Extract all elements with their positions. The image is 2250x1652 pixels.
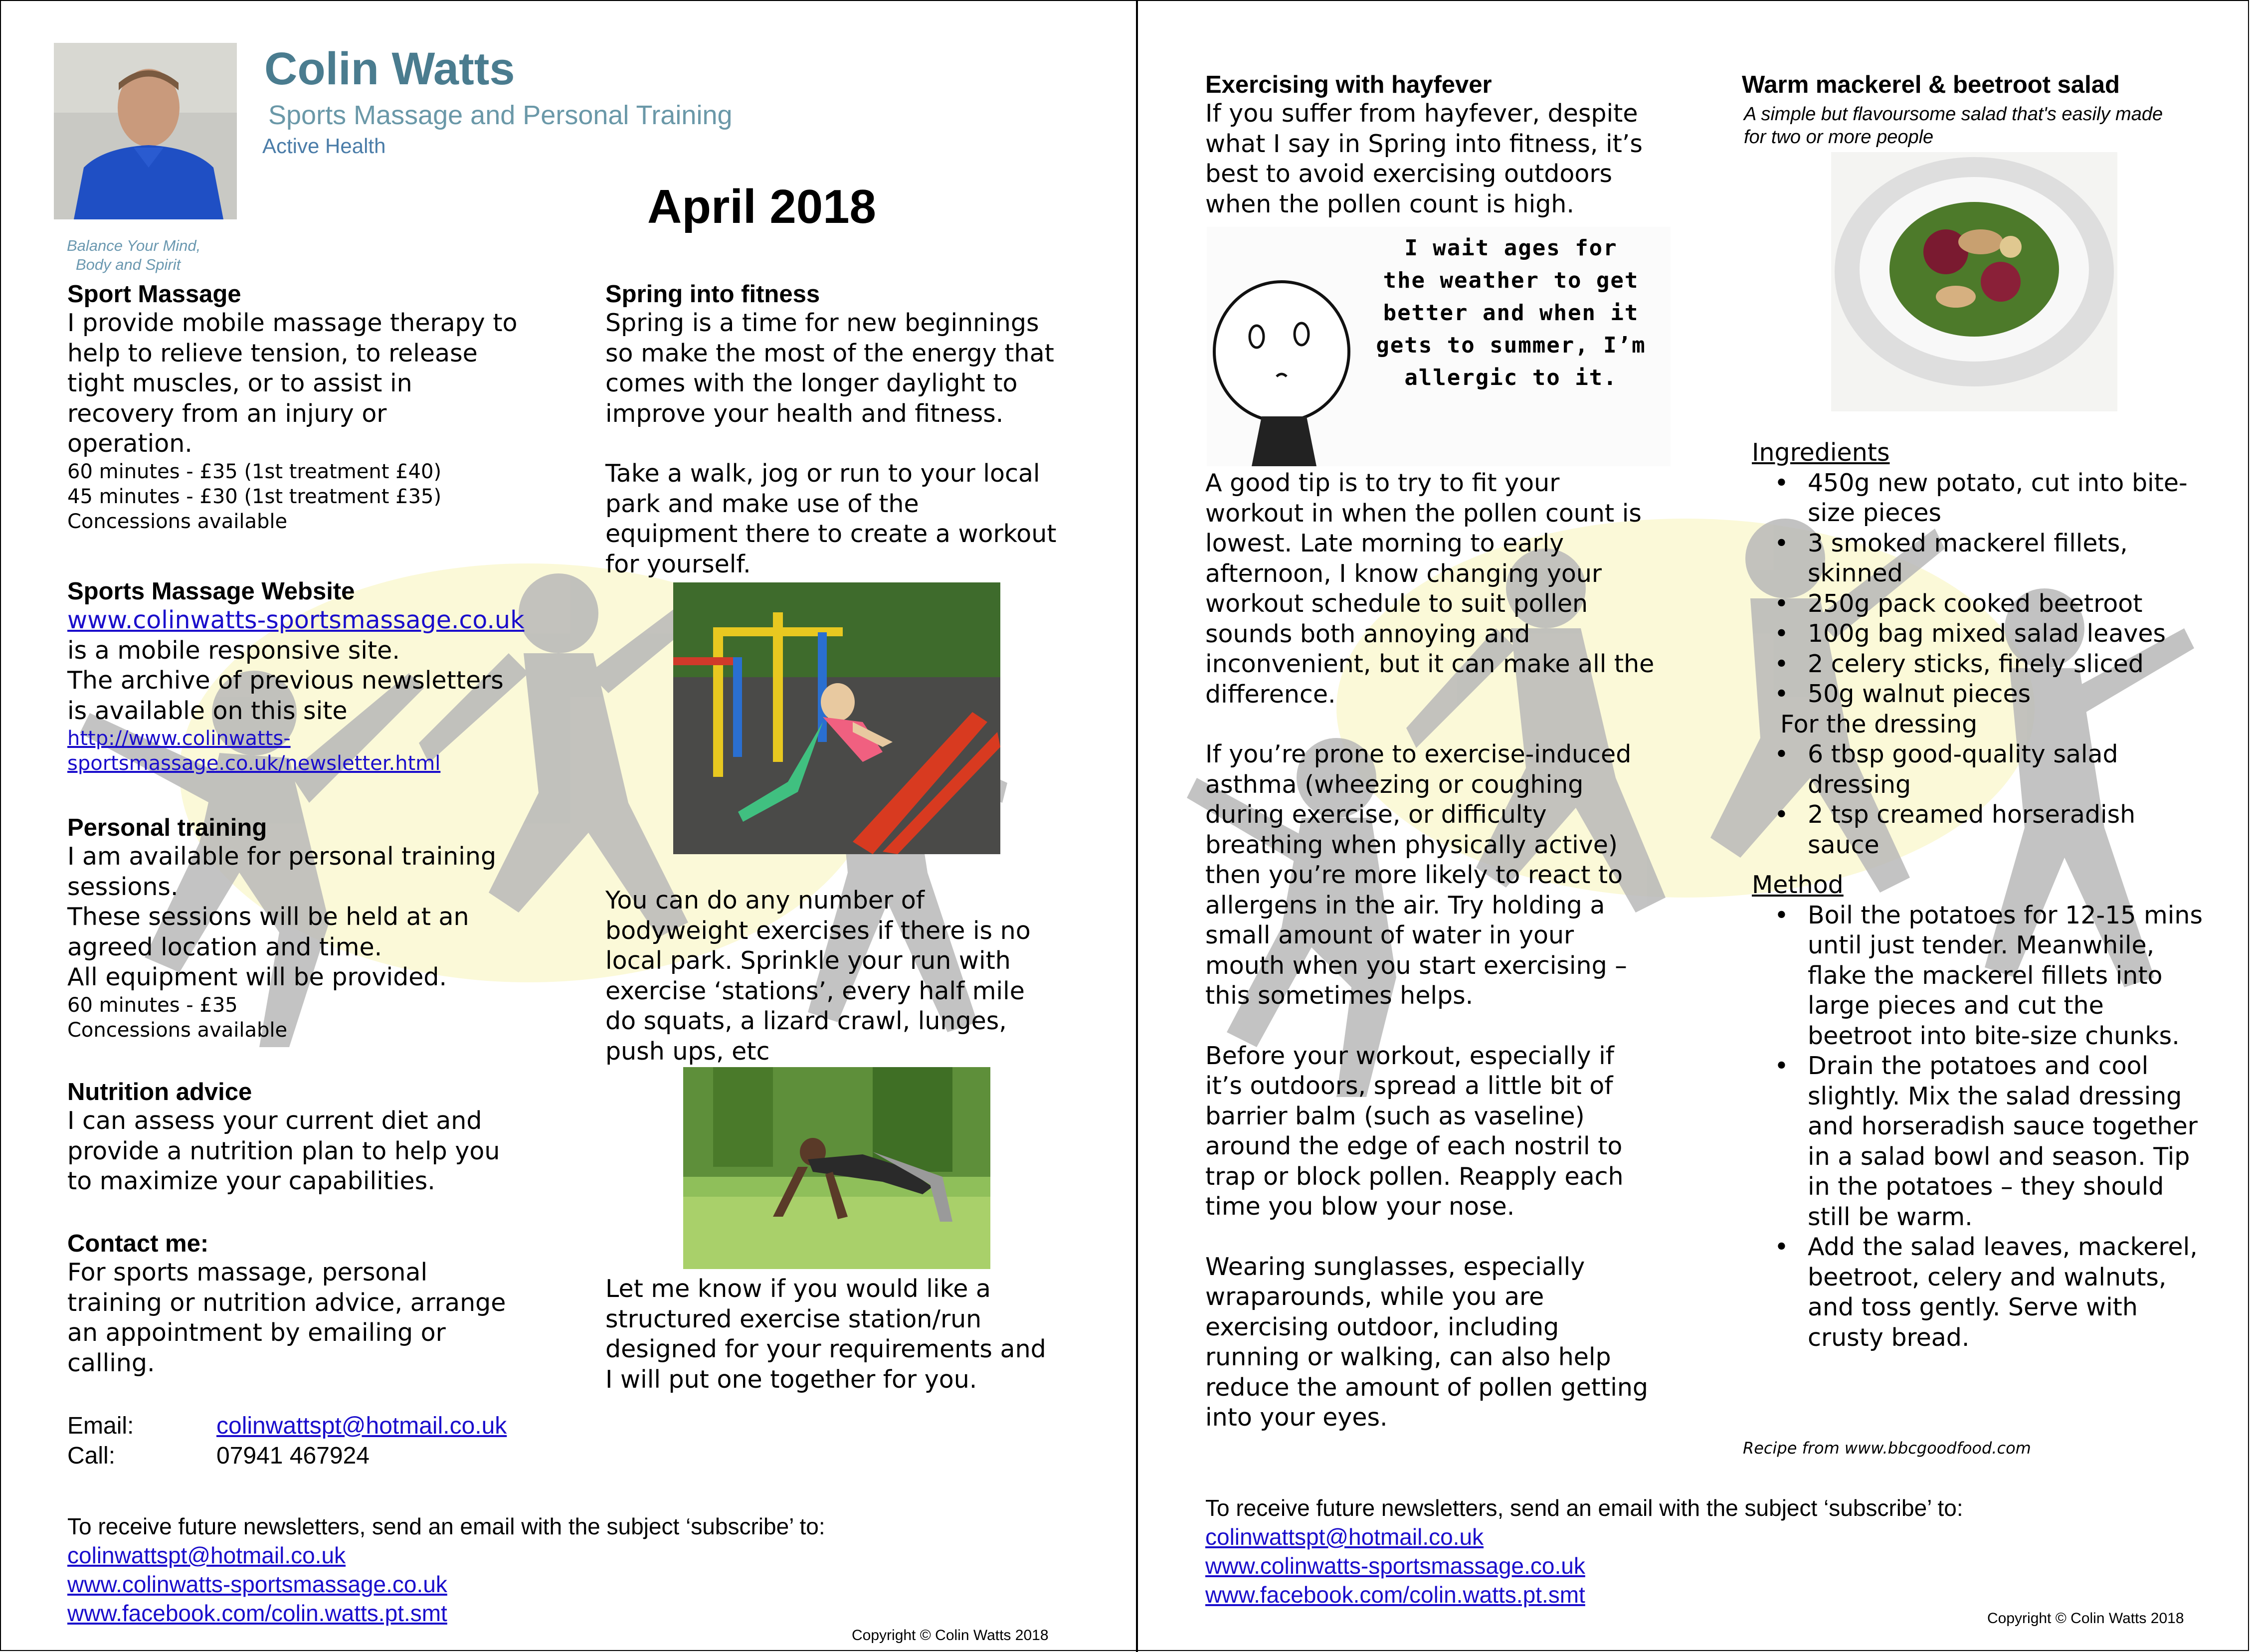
contact-phone: 07941 467924	[216, 1443, 370, 1469]
hayfever-title: Exercising with hayfever	[1205, 71, 1492, 98]
recipe-subtitle-1: A simple but flavoursome salad that's easily made	[1744, 104, 2163, 125]
hayfever-para4-line: into your eyes.	[1205, 1403, 1388, 1432]
nutrition-section	[67, 1078, 566, 1197]
call-label: Call:	[67, 1443, 116, 1469]
copyright-left: Copyright © Colin Watts 2018	[852, 1627, 1049, 1644]
spring-para4-line: Let me know if you would like a	[605, 1275, 991, 1303]
spring-para3-line: You can do any number of	[605, 886, 925, 915]
hayfever-para1-line: workout in when the pollen count is	[1205, 499, 1642, 528]
sport-massage-title: Sport Massage	[67, 281, 241, 308]
left-footer	[67, 1512, 1065, 1628]
header-motto-line-1: Balance Your Mind,	[67, 237, 201, 254]
spring-para4-line: designed for your requirements and	[605, 1335, 1046, 1363]
footer-facebook-link[interactable]: www.facebook.com/colin.watts.pt.smt	[1205, 1582, 1585, 1608]
spring-para3-line: push ups, etc	[605, 1037, 770, 1066]
sport-massage-line: operation.	[67, 429, 192, 458]
hayfever-intro-line: If you suffer from hayfever, despite	[1205, 99, 1638, 128]
hayfever-para3-line: it’s outdoors, spread a little bit of	[1205, 1072, 1613, 1100]
hayfever-para1-line: afternoon, I know changing your	[1205, 559, 1602, 588]
website-title: Sports Massage Website	[67, 578, 355, 605]
playground-exercise-photo	[673, 582, 1000, 854]
contact-section	[67, 1230, 566, 1378]
sport-massage-concessions: Concessions available	[67, 510, 288, 533]
sport-massage-line: recovery from an injury or	[67, 399, 387, 428]
page-divider	[1136, 0, 1138, 1652]
hayfever-body	[1205, 468, 1694, 1433]
header-brand: Active Health	[262, 134, 386, 158]
hayfever-para4-line: wraparounds, while you are	[1205, 1283, 1544, 1311]
sport-massage-price: 45 minutes - £30 (1st treatment £35)	[67, 485, 442, 508]
hayfever-para1-line: sounds both annoying and	[1205, 619, 1530, 648]
hayfever-intro-line: best to avoid exercising outdoors	[1205, 160, 1613, 188]
cartoon-caption-line: I wait ages for	[1404, 235, 1618, 261]
cartoon-caption-line: gets to summer, I’m	[1376, 333, 1646, 358]
hayfever-intro-line: when the pollen count is high.	[1205, 189, 1574, 218]
hayfever-para4-line: Wearing sunglasses, especially	[1205, 1252, 1585, 1281]
recipe-title: Warm mackerel & beetroot salad	[1742, 71, 2120, 98]
spring-para3-line: do squats, a lizard crawl, lunges,	[605, 1007, 1007, 1035]
personal-training-price: 60 minutes - £35	[67, 993, 238, 1017]
sport-massage-line: tight muscles, or to assist in	[67, 369, 412, 397]
archive-link-line-1[interactable]: http://www.colinwatts-	[67, 727, 291, 750]
spring-para2-line: Take a walk, jog or run to your local	[605, 459, 1040, 488]
spring-para3-line: bodyweight exercises if there is no	[605, 916, 1031, 945]
hayfever-para1-line: inconvenient, but it can make all the	[1205, 650, 1655, 678]
website-line: is available on this site	[67, 696, 348, 725]
hayfever-para1-line: workout schedule to suit pollen	[1205, 589, 1588, 618]
hayfever-section	[1205, 71, 1694, 219]
dressing-item: • 6 tbsp good-quality salad dressing	[1770, 739, 2169, 800]
header-motto-line-2: Body and Spirit	[76, 256, 181, 273]
personal-training-line: All equipment will be provided.	[67, 963, 447, 991]
hayfever-para2-line: If you’re prone to exercise-induced	[1205, 740, 1632, 768]
hayfever-para4-line: exercising outdoor, including	[1205, 1312, 1559, 1341]
nutrition-line: I can assess your current diet and	[67, 1106, 482, 1135]
ingredients-section	[1743, 438, 2217, 1353]
contact-line: an appointment by emailing or	[67, 1318, 446, 1347]
footer-facebook-link[interactable]: www.facebook.com/colin.watts.pt.smt	[67, 1600, 447, 1626]
spring-para2-line: park and make use of the	[605, 489, 919, 518]
footer-site-link[interactable]: www.colinwatts-sportsmassage.co.uk	[1205, 1553, 1585, 1579]
contact-email-link[interactable]: colinwattspt@hotmail.co.uk	[216, 1413, 507, 1439]
issue-date: April 2018	[647, 180, 876, 233]
website-section	[67, 577, 566, 776]
spring-para1-line: so make the most of the energy that	[605, 339, 1054, 367]
contact-line: calling.	[67, 1348, 155, 1377]
spring-para2-line: equipment there to create a workout	[605, 520, 1057, 548]
website-line: The archive of previous newsletters	[67, 666, 504, 695]
hayfever-para3-line: trap or block pollen. Reapply each	[1205, 1162, 1624, 1191]
recipe-subtitle-2: for two or more people	[1744, 127, 1934, 148]
hayfever-para1-line: lowest. Late morning to early	[1205, 529, 1564, 557]
spring-para4	[605, 1274, 1104, 1395]
hayfever-para3-line: Before your workout, especially if	[1205, 1041, 1614, 1070]
right-footer	[1205, 1493, 2153, 1609]
archive-link-line-2[interactable]: sportsmassage.co.uk/newsletter.html	[67, 752, 441, 775]
ingredient-item: • 100g bag mixed salad leaves	[1770, 619, 2209, 649]
spring-para4-line: I will put one together for you.	[605, 1365, 977, 1394]
spring-fitness-section	[605, 280, 1104, 579]
copyright-right: Copyright © Colin Watts 2018	[1987, 1610, 2184, 1627]
nutrition-title: Nutrition advice	[67, 1079, 252, 1105]
website-line: is a mobile responsive site.	[67, 636, 400, 665]
nutrition-line: provide a nutrition plan to help you	[67, 1136, 500, 1165]
spring-para1-line: improve your health and fitness.	[605, 399, 1004, 428]
contact-line: training or nutrition advice, arrange	[67, 1288, 506, 1317]
hayfever-para2-line: this sometimes helps.	[1205, 981, 1474, 1010]
ingredient-item: • 3 smoked mackerel fillets, skinned	[1770, 529, 2209, 589]
spring-para2-line: for yourself.	[605, 550, 751, 578]
method-step: • Add the salad leaves, mackerel, beetroot, celery and walnuts, and toss gently. Serve with crusty bread.	[1770, 1232, 2209, 1353]
footer-intro: To receive future newsletters, send an email with the subject ‘subscribe’ to:	[67, 1513, 825, 1539]
salad-photo	[1831, 152, 2117, 411]
personal-training-line: sessions.	[67, 872, 179, 901]
park-exercise-photo	[683, 1067, 990, 1269]
sport-massage-section	[67, 280, 566, 534]
email-label: Email:	[67, 1413, 134, 1439]
ingredient-item: • 50g walnut pieces	[1770, 679, 2209, 710]
personal-training-line: I am available for personal training	[67, 842, 497, 871]
spring-para1-line: comes with the longer daylight to	[605, 369, 1018, 397]
personal-training-title: Personal training	[67, 814, 267, 841]
personal-training-line: These sessions will be held at an	[67, 903, 469, 931]
ingredient-item: • 2 celery sticks, finely sliced	[1770, 649, 2209, 680]
spring-para3-line: exercise ‘stations’, every half mile	[605, 976, 1025, 1005]
sport-massage-line: help to relieve tension, to release	[67, 339, 478, 367]
method-step: • Boil the potatoes for 12-15 mins until just tender. Meanwhile, flake the mackerel fillets into large pieces and cut the beetroot into bite-size chunks.	[1770, 901, 2209, 1052]
cartoon-caption-line: allergic to it.	[1404, 365, 1618, 390]
spring-para3-line: local park. Sprinkle your run with	[605, 946, 1011, 975]
hayfever-para4-line: reduce the amount of pollen getting	[1205, 1373, 1649, 1402]
personal-training-line: agreed location and time.	[67, 932, 382, 961]
cartoon-caption-line: the weather to get	[1383, 268, 1639, 293]
sport-massage-price: 60 minutes - £35 (1st treatment £40)	[67, 460, 442, 483]
hayfever-para3-line: around the edge of each nostril to	[1205, 1132, 1623, 1160]
hayfever-para2-line: mouth when you start exercising –	[1205, 951, 1627, 980]
footer-email-link[interactable]: colinwattspt@hotmail.co.uk	[67, 1542, 346, 1568]
hayfever-para1-line: A good tip is to try to fit your	[1205, 469, 1560, 497]
hayfever-para2-line: breathing when physically active)	[1205, 830, 1618, 859]
cartoon-caption-line: better and when it	[1383, 300, 1639, 326]
spring-fitness-title: Spring into fitness	[605, 281, 820, 308]
hayfever-para2-line: allergens in the air. Try holding a	[1205, 891, 1605, 919]
spring-para3	[605, 886, 1104, 1067]
dressing-item: • 2 tsp creamed horseradish sauce	[1770, 800, 2169, 860]
nutrition-line: to maximize your capabilities.	[67, 1167, 435, 1195]
footer-intro: To receive future newsletters, send an email with the subject ‘subscribe’ to:	[1205, 1495, 1963, 1521]
hayfever-para2-line: small amount of water in your	[1205, 921, 1574, 949]
dressing-title: For the dressing	[1780, 710, 1978, 738]
footer-email-link[interactable]: colinwattspt@hotmail.co.uk	[1205, 1524, 1484, 1550]
profile-photo	[54, 43, 237, 219]
header-name: Colin Watts	[264, 43, 515, 94]
ingredients-title: Ingredients	[1752, 438, 1890, 467]
website-link[interactable]: www.colinwatts-sportsmassage.co.uk	[67, 606, 525, 634]
recipe-source: Recipe from www.bbcgoodfood.com	[1743, 1439, 2031, 1458]
personal-training-concessions: Concessions available	[67, 1018, 288, 1042]
sport-massage-line: I provide mobile massage therapy to	[67, 309, 518, 337]
method-step: • Drain the potatoes and cool slightly. Mix the salad dressing and horseradish sauce together in a salad bowl and season. Tip in the potatoes – they should still be warm.	[1770, 1051, 2209, 1232]
ingredient-item: • 450g new potato, cut into bite-size pieces	[1770, 468, 2209, 529]
hayfever-para2-line: during exercise, or difficulty	[1205, 800, 1547, 829]
contact-line: For sports massage, personal	[67, 1258, 428, 1286]
personal-training-section	[67, 814, 566, 1043]
hayfever-para3-line: time you blow your nose.	[1205, 1192, 1515, 1221]
hayfever-para4-line: running or walking, can also help	[1205, 1343, 1611, 1371]
hayfever-intro-line: what I say in Spring into fitness, it’s	[1205, 129, 1643, 158]
hayfever-para2-line: asthma (wheezing or coughing	[1205, 770, 1584, 799]
archive-link[interactable]	[67, 726, 566, 776]
ingredient-item: • 250g pack cooked beetroot	[1770, 589, 2209, 619]
hayfever-para2-line: then you’re more likely to react to	[1205, 861, 1623, 889]
header-tagline: Sports Massage and Personal Training	[268, 100, 733, 130]
hayfever-cartoon	[1207, 227, 1671, 466]
method-title: Method	[1752, 871, 1844, 899]
hayfever-para1-line: difference.	[1205, 680, 1336, 709]
contact-title: Contact me:	[67, 1230, 209, 1257]
hayfever-para3-line: barrier balm (such as vaseline)	[1205, 1101, 1585, 1130]
spring-para4-line: structured exercise station/run	[605, 1304, 982, 1333]
spring-para1-line: Spring is a time for new beginnings	[605, 309, 1039, 337]
footer-site-link[interactable]: www.colinwatts-sportsmassage.co.uk	[67, 1571, 447, 1597]
